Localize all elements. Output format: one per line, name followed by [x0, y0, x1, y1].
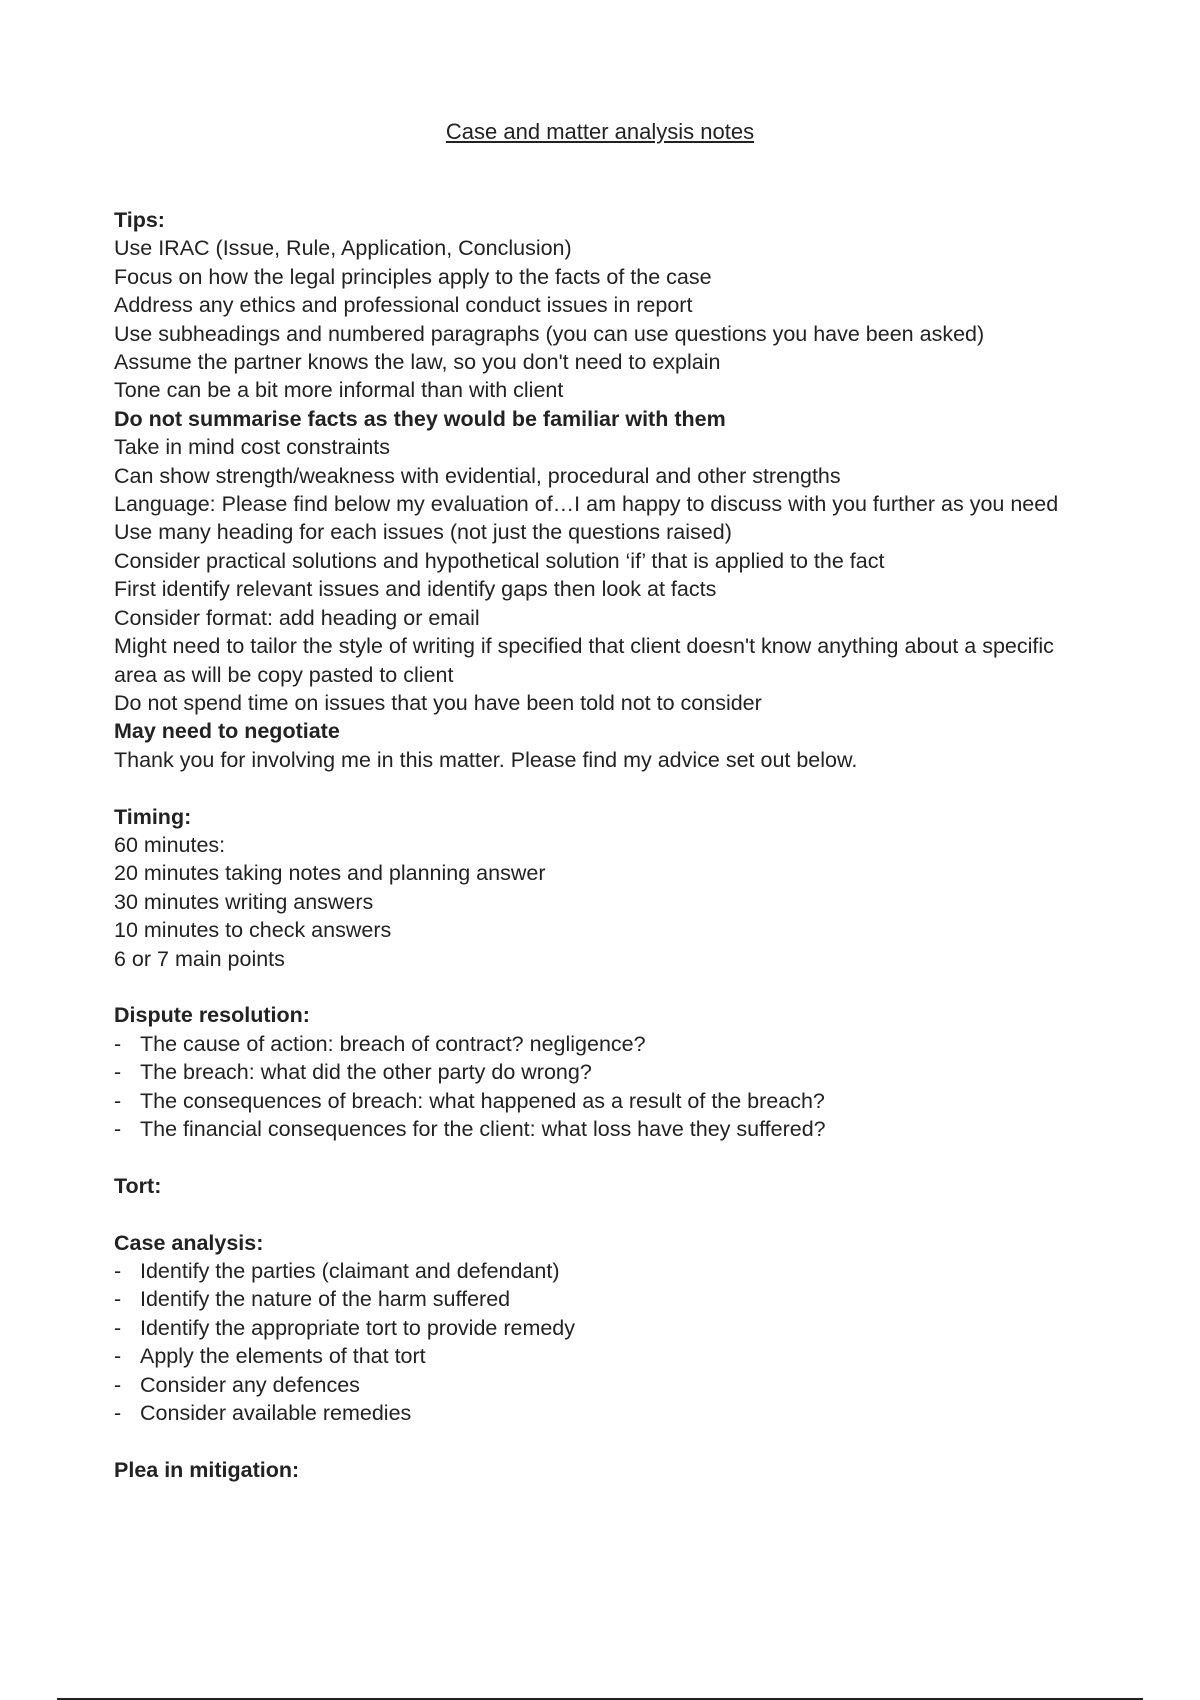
timing-line: 30 minutes writing answers [114, 889, 374, 914]
list-item: - The breach: what did the other party do wrong? [114, 1058, 1094, 1086]
tip-line: Do not spend time on issues that you have been told not to consider [114, 690, 762, 715]
tip-line: Language: Please find below my evaluation of…I am happy to discuss with you further as you need [114, 492, 1059, 517]
list-item: - Apply the elements of that tort [114, 1342, 1094, 1370]
tip-line: Use subheadings and numbered paragraphs (you can use questions you have been asked) [114, 321, 985, 346]
list-item: - Identify the nature of the harm suffered [114, 1285, 1094, 1313]
tip-line: Assume the partner knows the law, so you don't need to explain [114, 350, 721, 375]
tip-line: Tone can be a bit more informal than with client [114, 378, 564, 403]
list-item: - The consequences of breach: what happened as a result of the breach? [114, 1087, 1094, 1115]
tip-line: Consider practical solutions and hypothetical solution ‘if’ that is applied to the fact [114, 548, 885, 573]
list-item: - Identify the appropriate tort to provide remedy [114, 1314, 1094, 1342]
tips-heading: Tips: [114, 208, 165, 232]
plea-heading: Plea in mitigation: [114, 1457, 300, 1482]
tort-section [114, 1172, 1094, 1200]
tip-line: Take in mind cost constraints [114, 435, 391, 460]
list-item: - The financial consequences for the client: what loss have they suffered? [114, 1115, 1094, 1143]
list-item: - Consider available remedies [114, 1399, 1094, 1427]
list-item: - Identify the parties (claimant and defendant) [114, 1257, 1094, 1285]
tip-line: Use many heading for each issues (not just the questions raised) [114, 520, 732, 545]
timing-section [114, 803, 1094, 973]
tip-line: Can show strength/weakness with evidential, procedural and other strengths [114, 463, 841, 488]
tips-section [114, 206, 1094, 774]
timing-line: 20 minutes taking notes and planning answer [114, 861, 546, 886]
tip-line-bold: Do not summarise facts as they would be familiar with them [114, 406, 726, 431]
tort-heading: Tort: [114, 1173, 162, 1198]
tip-line: Thank you for involving me in this matter. Please find my advice set out below. [114, 747, 858, 772]
case-analysis-heading: Case analysis: [114, 1230, 264, 1255]
tip-line: Address any ethics and professional conduct issues in report [114, 293, 693, 318]
list-item: - The cause of action: breach of contract? negligence? [114, 1030, 1094, 1058]
case-analysis-list [114, 1257, 1094, 1427]
case-analysis-section [114, 1229, 1094, 1428]
dispute-resolution-list [114, 1030, 1094, 1144]
tip-line: First identify relevant issues and identify gaps then look at facts [114, 577, 717, 602]
timing-line: 60 minutes: [114, 832, 226, 857]
tip-line: Use IRAC (Issue, Rule, Application, Conclusion) [114, 236, 572, 261]
dispute-resolution-section [114, 1001, 1094, 1143]
tip-line-bold: May need to negotiate [114, 719, 340, 744]
tip-line: Focus on how the legal principles apply to the facts of the case [114, 264, 712, 289]
page-title: Case and matter analysis notes [445, 119, 755, 144]
plea-section [114, 1456, 1094, 1484]
notes-body [114, 206, 1094, 1484]
list-item: - Consider any defences [114, 1371, 1094, 1399]
dispute-resolution-heading: Dispute resolution: [114, 1003, 310, 1028]
timing-line: 6 or 7 main points [114, 946, 285, 971]
timing-heading: Timing: [114, 804, 192, 829]
timing-line: 10 minutes to check answers [114, 918, 392, 943]
tip-line: Consider format: add heading or email [114, 605, 480, 630]
tip-line: Might need to tailor the style of writing if specified that client doesn't know anything about a specific area as will be copy pasted to client [114, 634, 1054, 687]
